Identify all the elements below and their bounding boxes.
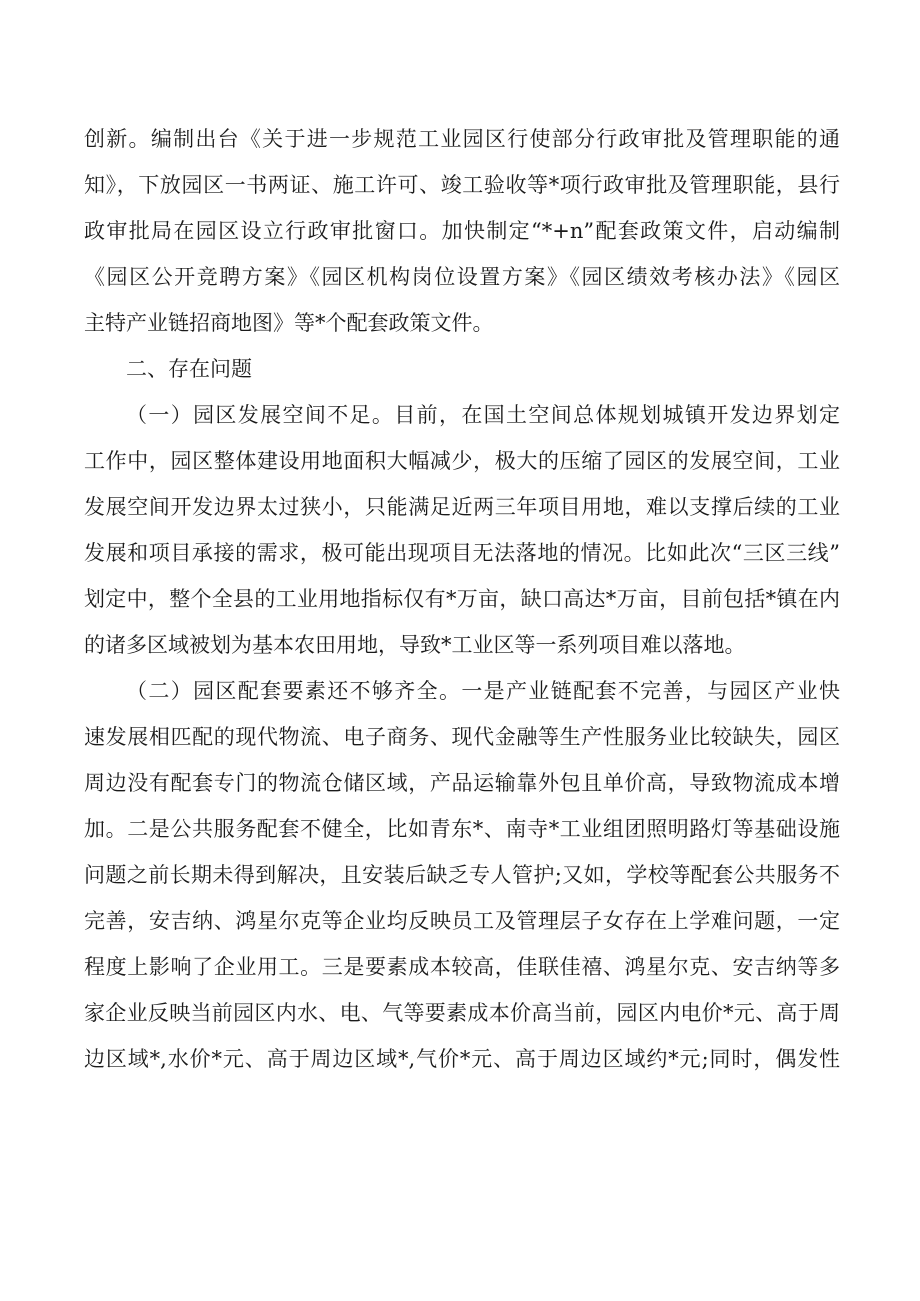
text-line: 边区域*,水价*元、高于周边区域*,气价*元、高于周边区域约*元;同时，偶发性	[84, 1047, 840, 1071]
text-line: 工作中，园区整体建设用地面积大幅减少，极大的压缩了园区的发展空间，工业	[84, 449, 840, 473]
paragraph-development-space	[84, 392, 840, 668]
text-line: 政审批局在园区设立行政审批窗口。加快制定“*+n”配套政策文件，启动编制	[84, 219, 840, 243]
text-line: 家企业反映当前园区内水、电、气等要素成本价高当前，园区内电价*元、高于周	[84, 1001, 840, 1025]
text-line: 知》，下放园区一书两证、施工许可、竣工验收等*项行政审批及管理职能，县行	[84, 173, 840, 197]
section-heading: 二、存在问题	[126, 357, 252, 381]
text-line: 问题之前长期未得到解决，且安装后缺乏专人管护;又如，学校等配套公共服务不	[84, 863, 840, 887]
text-line: 《园区公开竞聘方案》《园区机构岗位设置方案》《园区绩效考核办法》《园区	[84, 265, 840, 289]
document-body	[84, 116, 840, 1082]
text-line: （一）园区发展空间不足。目前，在国土空间总体规划城镇开发边界划定	[126, 403, 840, 427]
text-line: 发展空间开发边界太过狭小，只能满足近两三年项目用地，难以支撑后续的工业	[84, 495, 840, 519]
paragraph-supporting-elements	[84, 668, 840, 1082]
text-line: 完善，安吉纳、鸿星尔克等企业均反映员工及管理层子女存在上学难问题，一定	[84, 909, 840, 933]
text-line: 的诸多区域被划为基本农田用地，导致*工业区等一系列项目难以落地。	[84, 633, 746, 657]
text-line: 速发展相匹配的现代物流、电子商务、现代金融等生产性服务业比较缺失，园区	[84, 725, 840, 749]
text-line: （二）园区配套要素还不够齐全。一是产业链配套不完善，与园区产业快	[126, 679, 840, 703]
text-line: 发展和项目承接的需求，极可能出现项目无法落地的情况。比如此次“三区三线”	[84, 541, 840, 565]
text-line: 程度上影响了企业用工。三是要素成本较高，佳联佳禧、鸿星尔克、安吉纳等多	[84, 955, 840, 979]
text-line: 主特产业链招商地图》等*个配套政策文件。	[84, 311, 494, 335]
text-line: 创新。编制出台《关于进一步规范工业园区行使部分行政审批及管理职能的通	[84, 127, 840, 151]
text-line: 周边没有配套专门的物流仓储区域，产品运输靠外包且单价高，导致物流成本增	[84, 771, 840, 795]
paragraph-innovation	[84, 116, 840, 346]
text-line: 加。二是公共服务配套不健全，比如青东*、南寺*工业组团照明路灯等基础设施	[84, 817, 840, 841]
text-line: 划定中，整个全县的工业用地指标仅有*万亩，缺口高达*万亩，目前包括*镇在内	[84, 587, 840, 611]
